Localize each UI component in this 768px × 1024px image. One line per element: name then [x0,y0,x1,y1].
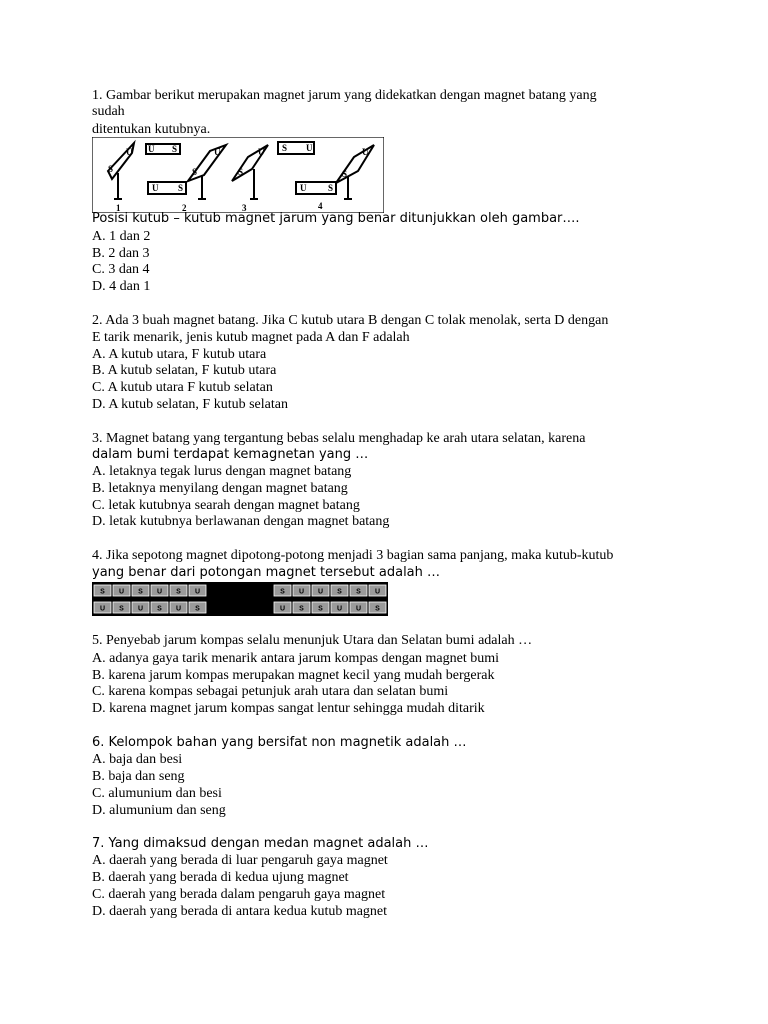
needle3-pole-a: S [238,167,244,177]
q3-option-c: C. letak kutubnya searah dengan magnet batang [92,498,360,513]
magnet-piece-pole: U [194,588,201,596]
magnet-piece-pole: S [299,605,304,613]
needle4-pole-a: S [342,169,348,179]
needle1-pole-a: S [108,164,114,174]
q7-option-b: B. daerah yang berada di kedua ujung magnet [92,870,349,885]
needle3-pole-b: U [258,147,265,157]
q2-option-a: A. A kutub utara, F kutub utara [92,347,267,362]
needle4-pole-b: U [362,147,369,157]
bar1-right-pole: S [172,144,178,154]
magnet-piece-pole: U [298,588,305,596]
q2-option-b: B. A kutub selatan, F kutub utara [92,363,277,378]
q1-option-c: C. 3 dan 4 [92,262,150,277]
magnet-piece-pole: S [375,605,380,613]
q2-stem-line-2: E tarik menarik, jenis kutub magnet pada A dan F adalah [92,330,410,345]
bar3-right-pole: U [306,143,313,153]
q1-option-b: B. 2 dan 3 [92,246,150,261]
figure-label-3: 3 [242,203,247,213]
q4-stem-line-1: 4. Jika sepotong magnet dipotong-potong menjadi 3 bagian sama panjang, maka kutub-kutub [92,548,614,563]
magnet-piece-pole: U [137,605,144,613]
q3-option-b: B. letaknya menyilang dengan magnet batang [92,481,348,496]
bar4-right-pole: S [328,183,334,193]
bar4-left-pole: U [300,183,307,193]
bar3-left-pole: S [282,143,288,153]
magnet-piece-pole: S [157,605,162,613]
magnet-piece-pole: S [195,605,200,613]
q6-option-c: C. alumunium dan besi [92,786,222,801]
bar1-left-pole: U [148,144,155,154]
q6-option-d: D. alumunium dan seng [92,803,226,818]
q5-stem: 5. Penyebab jarum kompas selalu menunjuk Utara dan Selatan bumi adalah … [92,633,533,648]
q7-stem: 7. Yang dimaksud dengan medan magnet adalah … [92,836,429,851]
magnet-piece-pole: S [318,605,323,613]
q3-stem-line-1: 3. Magnet batang yang tergantung bebas selalu menghadap ke arah utara selatan, karena [92,431,586,446]
needle2-pole-b: U [214,147,221,157]
needle2-pole-a: S [192,167,198,177]
q5-option-a: A. adanya gaya tarik menarik antara jarum kompas dengan magnet bumi [92,651,500,666]
q1-needle-magnet-figure [92,137,384,213]
magnet-piece-pole: U [317,588,324,596]
magnet-piece-pole: U [156,588,163,596]
q4-stem-line-2: yang benar dari potongan magnet tersebut adalah … [92,565,441,580]
magnet-piece-pole: U [336,605,343,613]
q2-option-d: D. A kutub selatan, F kutub selatan [92,397,288,412]
q5-option-b: B. karena jarum kompas merupakan magnet kecil yang mudah bergerak [92,668,495,683]
magnet-piece-pole: S [119,605,124,613]
bar2-left-pole: U [152,183,159,193]
magnet-piece-pole: U [175,605,182,613]
bar2-right-pole: S [178,183,184,193]
magnet-piece-pole: S [356,588,361,596]
q2-stem-line-1: 2. Ada 3 buah magnet batang. Jika C kutub utara B dengan C tolak menolak, serta D dengan [92,313,609,328]
q1-option-a: A. 1 dan 2 [92,229,151,244]
q3-option-a: A. letaknya tegak lurus dengan magnet batang [92,464,352,479]
q7-option-d: D. daerah yang berada di antara kedua kutub magnet [92,904,388,919]
figure-label-4: 4 [318,201,323,211]
q1-stem-line-1: 1. Gambar berikut merupakan magnet jarum yang didekatkan dengan magnet batang yang [92,88,597,103]
q2-option-c: C. A kutub utara F kutub selatan [92,380,273,395]
q4-magnet-pieces-figure [92,582,388,616]
figure-label-1: 1 [116,203,121,213]
magnet-piece-pole: U [118,588,125,596]
q1-stem-line-2: sudah [92,104,125,119]
figure-label-2: 2 [182,203,187,213]
q7-option-c: C. daerah yang berada dalam pengaruh gaya magnet [92,887,386,902]
magnet-piece-pole: U [279,605,286,613]
q7-option-a: A. daerah yang berada di luar pengaruh gaya magnet [92,853,388,868]
q6-option-a: A. baja dan besi [92,752,183,767]
q6-option-b: B. baja dan seng [92,769,185,784]
q5-option-c: C. karena kompas sebagai petunjuk arah utara dan selatan bumi [92,684,449,699]
magnet-piece-pole: U [374,588,381,596]
magnet-piece-pole: S [337,588,342,596]
q6-stem: 6. Kelompok bahan yang bersifat non magnetik adalah … [92,735,467,750]
magnet-piece-pole: U [99,605,106,613]
q3-stem-line-2: dalam bumi terdapat kemagnetan yang … [92,447,369,462]
magnet-piece-pole: S [100,588,105,596]
q1-question: Posisi kutub – kutub magnet jarum yang benar ditunjukkan oleh gambar…. [92,211,580,226]
magnet-piece-pole: U [355,605,362,613]
q1-stem-line-3: ditentukan kutubnya. [92,122,211,137]
magnet-piece-pole: S [176,588,181,596]
magnet-piece-pole: S [280,588,285,596]
q5-option-d: D. karena magnet jarum kompas sangat lentur sehingga mudah ditarik [92,701,485,716]
needle1-pole-b: U [126,147,133,157]
magnet-piece-pole: S [138,588,143,596]
q3-option-d: D. letak kutubnya berlawanan dengan magnet batang [92,514,390,529]
q1-option-d: D. 4 dan 1 [92,279,151,294]
